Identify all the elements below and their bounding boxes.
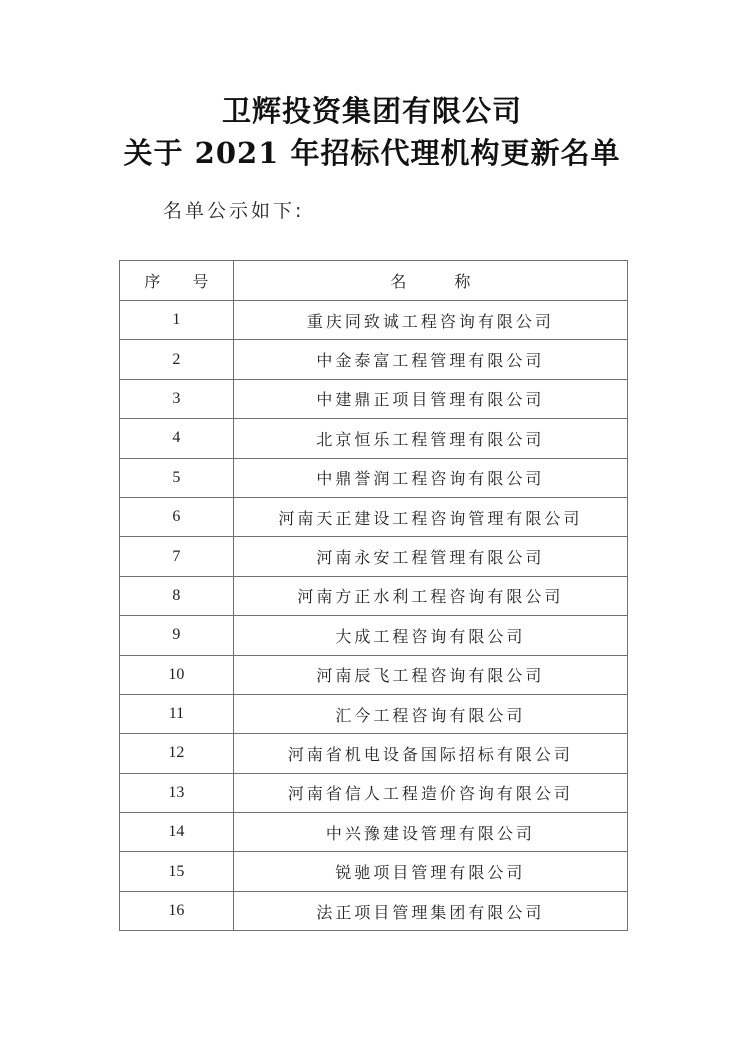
- document-title-line-1: 卫辉投资集团有限公司: [221, 94, 522, 128]
- table-row: [120, 419, 628, 458]
- company-name: 大成工程咨询有限公司: [233, 616, 627, 655]
- row-number: 1: [120, 301, 234, 340]
- company-name: 河南方正水利工程咨询有限公司: [233, 576, 627, 615]
- row-number: 9: [120, 616, 234, 655]
- row-number: 14: [120, 813, 234, 852]
- table-row: [120, 497, 628, 536]
- row-number: 12: [120, 734, 234, 773]
- row-number: 7: [120, 537, 234, 576]
- company-name: 河南省机电设备国际招标有限公司: [233, 734, 627, 773]
- row-number: 13: [120, 773, 234, 812]
- agency-list-table: [119, 260, 628, 931]
- table-row: [120, 340, 628, 379]
- company-name: 河南省信人工程造价咨询有限公司: [233, 773, 627, 812]
- table-row: [120, 694, 628, 733]
- table-row: [120, 734, 628, 773]
- table-row: [120, 655, 628, 694]
- table-row: [120, 813, 628, 852]
- header-serial-number: 序 号: [120, 261, 234, 301]
- table-row: [120, 537, 628, 576]
- table-row: [120, 616, 628, 655]
- company-name: 中金泰富工程管理有限公司: [233, 340, 627, 379]
- row-number: 3: [120, 379, 234, 418]
- intro-text: 名单公示如下:: [163, 200, 305, 222]
- company-name: 法正项目管理集团有限公司: [233, 891, 627, 930]
- row-number: 10: [120, 655, 234, 694]
- header-name: 名 称: [233, 261, 627, 301]
- company-name: 中兴豫建设管理有限公司: [233, 813, 627, 852]
- row-number: 15: [120, 852, 234, 891]
- table-row: [120, 458, 628, 497]
- table-row: [120, 773, 628, 812]
- row-number: 4: [120, 419, 234, 458]
- document-title-line-2: 关于 2021 年招标代理机构更新名单: [123, 136, 621, 170]
- row-number: 5: [120, 458, 234, 497]
- table-row: [120, 379, 628, 418]
- row-number: 6: [120, 497, 234, 536]
- table-header-row: [120, 261, 628, 301]
- row-number: 8: [120, 576, 234, 615]
- table-row: [120, 576, 628, 615]
- company-name: 重庆同致诚工程咨询有限公司: [233, 301, 627, 340]
- company-name: 河南辰飞工程咨询有限公司: [233, 655, 627, 694]
- company-name: 河南天正建设工程咨询管理有限公司: [233, 497, 627, 536]
- company-name: 汇今工程咨询有限公司: [233, 694, 627, 733]
- row-number: 16: [120, 891, 234, 930]
- company-name: 中鼎誉润工程咨询有限公司: [233, 458, 627, 497]
- row-number: 11: [120, 694, 234, 733]
- company-name: 锐驰项目管理有限公司: [233, 852, 627, 891]
- table-row: [120, 852, 628, 891]
- company-name: 中建鼎正项目管理有限公司: [233, 379, 627, 418]
- company-name: 北京恒乐工程管理有限公司: [233, 419, 627, 458]
- table-row: [120, 891, 628, 930]
- row-number: 2: [120, 340, 234, 379]
- table-row: [120, 301, 628, 340]
- company-name: 河南永安工程管理有限公司: [233, 537, 627, 576]
